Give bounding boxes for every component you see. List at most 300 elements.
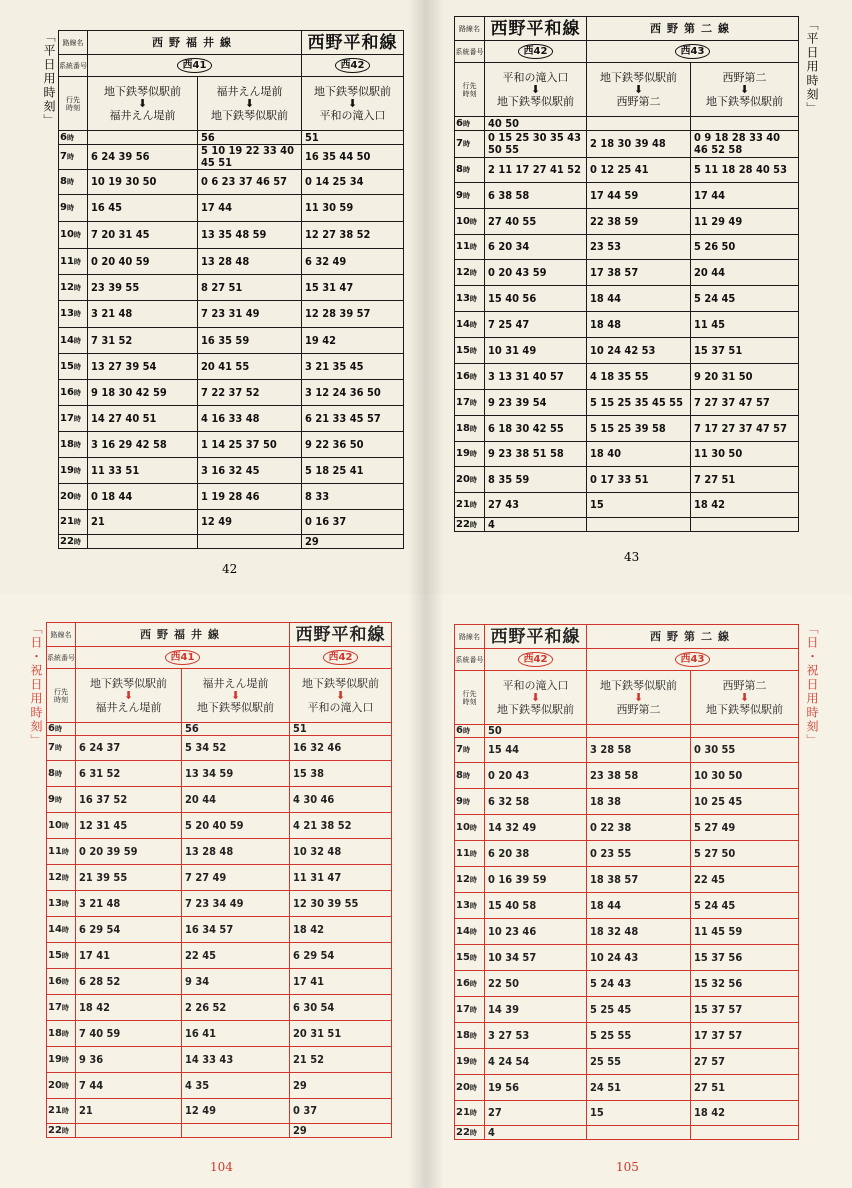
arrow-down-icon: ⬇: [244, 97, 255, 110]
departure-minutes: 12 31 45: [76, 813, 182, 839]
line-name-header: 路線名: [455, 17, 485, 41]
timetable-grid: [454, 624, 799, 1140]
hour-row: [47, 761, 392, 787]
hour-row: [59, 510, 404, 535]
hour-label: [59, 328, 88, 354]
hour-value: 13: [48, 897, 62, 909]
hour-label: [455, 260, 485, 286]
departure-minutes: [587, 518, 691, 532]
departure-minutes: 18 38 57: [587, 867, 691, 893]
departure-minutes: 0 12 25 41: [587, 158, 691, 183]
departure-minutes: 4 24 54: [485, 1049, 587, 1075]
hour-label: [455, 467, 485, 493]
timetable-grid: [454, 16, 799, 532]
departure-minutes: 0 16 37: [302, 510, 404, 535]
hour-label: [455, 815, 485, 841]
departure-minutes: 6 24 39 56: [88, 145, 198, 170]
destination-stop: 地下鉄琴似駅前: [706, 703, 783, 716]
hour-row: [47, 865, 392, 891]
hour-value: 12: [60, 281, 74, 293]
hour-label: [455, 867, 485, 893]
origin-stop: 平和の滝入口: [502, 679, 569, 692]
departure-minutes: 0 15 25 30 35 43 50 55: [485, 131, 587, 158]
hour-value: 12: [456, 873, 470, 885]
departure-minutes: 16 41: [182, 1021, 290, 1047]
destination-stop: 地下鉄琴似駅前: [211, 109, 288, 122]
departure-minutes: 0 23 55: [587, 841, 691, 867]
hour-row: [59, 458, 404, 484]
departure-minutes: 18 44: [587, 286, 691, 312]
departure-minutes: 7 40 59: [76, 1021, 182, 1047]
hour-row: [59, 484, 404, 510]
departure-minutes: 16 37 52: [76, 787, 182, 813]
destination-cell: [88, 77, 198, 131]
holiday-label: 「日・祝日用時刻」: [29, 622, 43, 748]
origin-stop: 地下鉄琴似駅前: [90, 677, 167, 690]
departure-minutes: 29: [290, 1073, 392, 1099]
route-cell: [485, 41, 587, 63]
hour-label: [47, 1124, 76, 1138]
departure-minutes: 0 20 39 59: [76, 839, 182, 865]
hour-row: [455, 209, 799, 235]
hour-row: [455, 893, 799, 919]
hour-label: [455, 364, 485, 390]
hour-value: 20: [60, 490, 74, 502]
hour-suffix: 時: [66, 178, 74, 186]
hour-row: [455, 1126, 799, 1140]
hour-row: [59, 145, 404, 170]
hour-value: 22: [60, 535, 74, 547]
departure-minutes: 18 42: [691, 1101, 799, 1126]
departure-minutes: 17 44: [691, 183, 799, 209]
arrow-down-icon: ⬇: [530, 83, 541, 96]
dest-label: 行先: [462, 689, 477, 698]
hour-suffix: 時: [469, 1128, 477, 1137]
hour-value: 7: [456, 744, 463, 755]
hour-label: [47, 969, 76, 995]
route-badge: 西42: [335, 58, 371, 73]
departure-minutes: 12 30 39 55: [290, 891, 392, 917]
hour-value: 10: [48, 819, 62, 831]
line-name: 西野平和線: [302, 31, 404, 55]
hour-suffix: 時: [469, 346, 477, 355]
hour-label: [455, 763, 485, 789]
hour-row: [455, 416, 799, 442]
hour-row: [59, 328, 404, 354]
departure-minutes: 11 29 49: [691, 209, 799, 235]
hour-suffix: 時: [73, 283, 81, 292]
hour-value: 8: [60, 176, 67, 187]
hour-row: [59, 275, 404, 301]
departure-minutes: [88, 535, 198, 549]
departure-minutes: 15 38: [290, 761, 392, 787]
departure-minutes: 6 32 58: [485, 789, 587, 815]
departure-minutes: 51: [290, 723, 392, 736]
hour-value: 18: [48, 1027, 62, 1039]
departure-minutes: 1 14 25 37 50: [198, 432, 302, 458]
hour-value: 16: [48, 975, 62, 987]
departure-minutes: 15 44: [485, 738, 587, 763]
dest-time-header: [455, 671, 485, 725]
hour-label: [455, 841, 485, 867]
hour-suffix: 時: [469, 1005, 477, 1014]
departure-minutes: 50: [485, 725, 587, 738]
hour-suffix: 時: [73, 362, 81, 371]
departure-minutes: 10 32 48: [290, 839, 392, 865]
departure-minutes: 29: [302, 535, 404, 549]
destination-cell: [485, 671, 587, 725]
hour-suffix: 時: [469, 1083, 477, 1092]
hour-value: 18: [60, 438, 74, 450]
hour-row: [455, 997, 799, 1023]
departure-minutes: 3 21 48: [88, 301, 198, 328]
hour-suffix: 時: [469, 372, 477, 381]
hour-value: 22: [456, 1126, 470, 1138]
page-gutter: [408, 594, 426, 1188]
departure-minutes: 7 27 51: [691, 467, 799, 493]
hour-row: [455, 867, 799, 893]
route-number-header: 系統番号: [59, 55, 88, 77]
hour-row: [455, 235, 799, 260]
departure-minutes: 2 26 52: [182, 995, 290, 1021]
hour-row: [455, 971, 799, 997]
hour-value: 10: [456, 821, 470, 833]
hour-suffix: 時: [61, 1107, 69, 1115]
hour-label: [455, 945, 485, 971]
hour-row: [47, 995, 392, 1021]
departure-minutes: 8 33: [302, 484, 404, 510]
departure-minutes: 21 52: [290, 1047, 392, 1073]
departure-minutes: 6 20 38: [485, 841, 587, 867]
departure-minutes: 6 30 54: [290, 995, 392, 1021]
departure-minutes: [691, 1126, 799, 1140]
hour-value: 13: [456, 899, 470, 911]
dest-time-header: [59, 77, 88, 131]
destination-cell: [691, 63, 799, 117]
departure-minutes: 23 39 55: [88, 275, 198, 301]
departure-minutes: 15: [587, 493, 691, 518]
arrow-down-icon: ⬇: [633, 691, 644, 704]
hour-suffix: 時: [61, 821, 69, 830]
hour-value: 18: [456, 422, 470, 434]
destination-cell: [198, 77, 302, 131]
hour-suffix: 時: [73, 440, 81, 449]
line-name-header: 路線名: [455, 625, 485, 649]
destination-cell: [587, 63, 691, 117]
page-number: 105: [616, 1160, 639, 1174]
time-label: 時刻: [462, 89, 477, 98]
hour-label: [455, 286, 485, 312]
weekday-label: 「平日用時刻」: [42, 30, 56, 128]
hour-label: [455, 919, 485, 945]
hour-row: [455, 518, 799, 532]
hour-label: [455, 893, 485, 919]
dest-label: 行先: [66, 95, 80, 104]
hour-label: [59, 458, 88, 484]
hour-suffix: 時: [61, 847, 69, 856]
hour-value: 11: [60, 255, 74, 267]
page-number: 42: [222, 562, 238, 576]
timetable-grid: [46, 622, 392, 1138]
departure-minutes: 5 10 19 22 33 40 45 51: [198, 145, 302, 170]
hour-suffix: 時: [469, 475, 477, 484]
departure-minutes: 12 49: [182, 1099, 290, 1124]
departure-minutes: 17 41: [76, 943, 182, 969]
departure-minutes: 5 15 25 39 58: [587, 416, 691, 442]
hour-suffix: 時: [469, 268, 477, 277]
departure-minutes: 10 34 57: [485, 945, 587, 971]
hour-suffix: 時: [469, 450, 477, 458]
dest-time-header: [455, 63, 485, 117]
arrow-down-icon: ⬇: [123, 689, 134, 702]
departure-minutes: 10 23 46: [485, 919, 587, 945]
origin-stop: 西野第二: [722, 679, 767, 692]
page-number: 43: [624, 550, 640, 564]
route-number-header: 系統番号: [455, 649, 485, 671]
line-name: 西野平和線: [485, 625, 587, 649]
departure-minutes: [691, 117, 799, 131]
hour-label: [59, 145, 88, 170]
route-badge: 西43: [675, 652, 711, 667]
route-badge: 西42: [323, 650, 359, 665]
hour-label: [455, 442, 485, 467]
hour-label: [455, 312, 485, 338]
hour-suffix: 時: [462, 140, 470, 148]
hour-row: [47, 736, 392, 761]
departure-minutes: 6 21 33 45 57: [302, 406, 404, 432]
departure-minutes: 56: [182, 723, 290, 736]
hour-suffix: 時: [61, 925, 69, 934]
departure-minutes: 18 42: [76, 995, 182, 1021]
destination-stop: 平和の滝入口: [307, 701, 374, 714]
departure-minutes: 8 35 59: [485, 467, 587, 493]
hour-label: [59, 195, 88, 222]
time-label: 時刻: [462, 697, 477, 706]
departure-minutes: 0 14 25 34: [302, 170, 404, 195]
departure-minutes: 11 33 51: [88, 458, 198, 484]
origin-stop: 福井えん堤前: [216, 85, 283, 98]
hour-value: 20: [456, 1081, 470, 1093]
hour-suffix: 時: [61, 1055, 69, 1064]
hour-suffix: 時: [462, 119, 470, 128]
departure-minutes: 0 18 44: [88, 484, 198, 510]
arrow-down-icon: ⬇: [739, 691, 750, 704]
destination-stop: 地下鉄琴似駅前: [497, 703, 574, 716]
hour-row: [59, 170, 404, 195]
departure-minutes: 0 30 55: [691, 738, 799, 763]
departure-minutes: 16 45: [88, 195, 198, 222]
hour-value: 6: [456, 725, 463, 736]
departure-minutes: 4 35: [182, 1073, 290, 1099]
departure-minutes: 18 48: [587, 312, 691, 338]
hour-row: [47, 1099, 392, 1124]
departure-minutes: 22 38 59: [587, 209, 691, 235]
line-name-header: 路線名: [59, 31, 88, 55]
hour-label: [455, 1075, 485, 1101]
route-cell: [88, 55, 302, 77]
hour-value: 14: [456, 925, 470, 937]
hour-label: [455, 997, 485, 1023]
departure-minutes: 6 31 52: [76, 761, 182, 787]
dest-label: 行先: [462, 81, 477, 90]
departure-minutes: 18 42: [691, 493, 799, 518]
departure-minutes: 15 40 56: [485, 286, 587, 312]
hour-value: 9: [456, 795, 463, 807]
line-name: 西野第二線: [587, 625, 799, 649]
departure-minutes: 3 21 48: [76, 891, 182, 917]
hour-value: 19: [456, 1055, 470, 1067]
hour-value: 20: [456, 473, 470, 485]
departure-minutes: 5 25 55: [587, 1023, 691, 1049]
origin-stop: 地下鉄琴似駅前: [302, 677, 379, 690]
hour-row: [455, 763, 799, 789]
hour-row: [455, 338, 799, 364]
departure-minutes: 24 51: [587, 1075, 691, 1101]
hour-label: [47, 787, 76, 813]
hour-value: 18: [456, 1029, 470, 1041]
hour-row: [455, 131, 799, 158]
hour-value: 21: [60, 516, 74, 527]
departure-minutes: 6 29 54: [290, 943, 392, 969]
hour-suffix: 時: [469, 320, 477, 329]
departure-minutes: 9 20 31 50: [691, 364, 799, 390]
departure-minutes: [691, 518, 799, 532]
departure-minutes: 40 50: [485, 117, 587, 131]
hour-label: [47, 917, 76, 943]
departure-minutes: 3 12 24 36 50: [302, 380, 404, 406]
hour-value: 19: [48, 1053, 62, 1065]
departure-minutes: 21: [76, 1099, 182, 1124]
hour-row: [59, 222, 404, 249]
departure-minutes: 22 45: [691, 867, 799, 893]
departure-minutes: 5 25 45: [587, 997, 691, 1023]
hour-row: [47, 839, 392, 865]
destination-stop: 福井えん堤前: [109, 109, 176, 122]
departure-minutes: 17 44 59: [587, 183, 691, 209]
departure-minutes: 5 18 25 41: [302, 458, 404, 484]
hour-suffix: 時: [54, 795, 62, 804]
hour-row: [59, 249, 404, 275]
hour-value: 22: [48, 1124, 62, 1136]
departure-minutes: 2 11 17 27 41 52: [485, 158, 587, 183]
hour-row: [47, 1021, 392, 1047]
hour-suffix: 時: [469, 243, 477, 251]
hour-row: [59, 432, 404, 458]
arrow-down-icon: ⬇: [530, 691, 541, 704]
hour-value: 15: [456, 951, 470, 963]
departure-minutes: 7 25 47: [485, 312, 587, 338]
hour-label: [455, 1049, 485, 1075]
origin-stop: 地下鉄琴似駅前: [600, 71, 677, 84]
line-name-header: 路線名: [47, 623, 76, 647]
hour-label: [455, 117, 485, 131]
hour-suffix: 時: [54, 744, 62, 752]
hour-suffix: 時: [73, 414, 81, 423]
hour-value: 6: [48, 723, 55, 734]
departure-minutes: 17 41: [290, 969, 392, 995]
departure-minutes: 10 24 43: [587, 945, 691, 971]
hour-suffix: 時: [469, 927, 477, 936]
hour-suffix: 時: [462, 797, 470, 806]
destination-cell: [485, 63, 587, 117]
departure-minutes: 10 31 49: [485, 338, 587, 364]
departure-minutes: 22 45: [182, 943, 290, 969]
hour-value: 12: [456, 266, 470, 278]
departure-minutes: 25 55: [587, 1049, 691, 1075]
hour-suffix: 時: [469, 424, 477, 433]
hour-label: [47, 736, 76, 761]
departure-minutes: 6 29 54: [76, 917, 182, 943]
departure-minutes: 7 23 31 49: [198, 301, 302, 328]
hour-row: [47, 1047, 392, 1073]
hour-row: [47, 787, 392, 813]
origin-stop: 地下鉄琴似駅前: [104, 85, 181, 98]
hour-value: 9: [48, 793, 55, 805]
hour-value: 15: [48, 949, 62, 961]
hour-value: 6: [60, 131, 67, 143]
departure-minutes: 6 24 37: [76, 736, 182, 761]
hour-row: [47, 969, 392, 995]
departure-minutes: [88, 131, 198, 145]
hour-row: [59, 535, 404, 549]
hour-suffix: 時: [54, 769, 62, 778]
hour-suffix: 時: [61, 951, 69, 960]
holiday-label: 「日・祝日用時刻」: [805, 622, 819, 748]
destination-cell: [290, 669, 392, 723]
departure-minutes: 4: [485, 518, 587, 532]
departure-minutes: 21: [88, 510, 198, 535]
hour-value: 15: [60, 360, 74, 372]
timetable-page-42: [0, 0, 426, 594]
departure-minutes: 0 22 38: [587, 815, 691, 841]
departure-minutes: 23 53: [587, 235, 691, 260]
page-number: 104: [210, 1160, 233, 1174]
hour-suffix: 時: [73, 336, 81, 345]
hour-value: 16: [456, 977, 470, 989]
hour-row: [455, 945, 799, 971]
hour-value: 11: [456, 847, 470, 859]
departure-minutes: 12 28 39 57: [302, 301, 404, 328]
departure-minutes: 12 49: [198, 510, 302, 535]
departure-minutes: 7 20 31 45: [88, 222, 198, 249]
hour-value: 21: [456, 499, 470, 510]
hour-suffix: 時: [462, 727, 470, 735]
hour-value: 19: [456, 448, 470, 459]
hour-value: 19: [60, 464, 74, 476]
departure-minutes: 4 21 38 52: [290, 813, 392, 839]
departure-minutes: 5 27 50: [691, 841, 799, 867]
hour-label: [59, 131, 88, 145]
departure-minutes: 27 51: [691, 1075, 799, 1101]
hour-row: [455, 1049, 799, 1075]
departure-minutes: 19 42: [302, 328, 404, 354]
departure-minutes: 9 36: [76, 1047, 182, 1073]
line-name: 西野平和線: [485, 17, 587, 41]
departure-minutes: 5 24 43: [587, 971, 691, 997]
departure-minutes: 20 44: [182, 787, 290, 813]
hour-label: [455, 1101, 485, 1126]
hour-suffix: 時: [73, 466, 81, 475]
hour-value: 14: [456, 318, 470, 330]
hour-suffix: 時: [66, 204, 74, 212]
hour-value: 17: [60, 412, 74, 424]
hour-value: 7: [48, 742, 55, 753]
departure-minutes: 5 20 40 59: [182, 813, 290, 839]
origin-stop: 平和の滝入口: [502, 71, 569, 84]
hour-label: [455, 209, 485, 235]
departure-minutes: 14 32 49: [485, 815, 587, 841]
hour-label: [455, 416, 485, 442]
